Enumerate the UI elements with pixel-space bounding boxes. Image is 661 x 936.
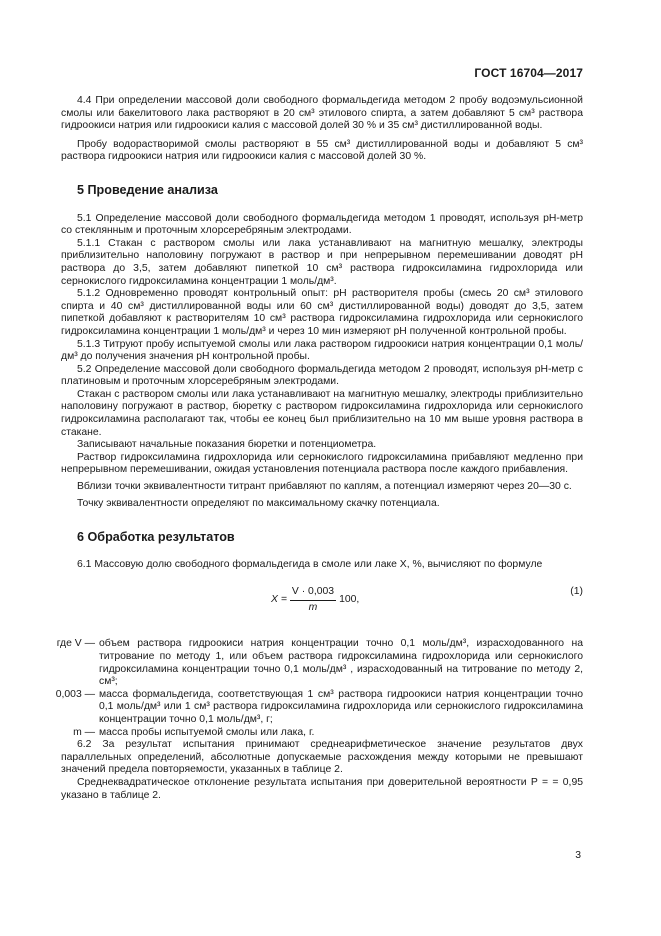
paragraph-6-1: 6.1 Массовую долю свободного формальдегида в смоле или лаке X, %, вычисляют по формуле [77, 558, 543, 570]
definition-label: где V — [56, 638, 95, 650]
formula-rhs: 100, [339, 594, 360, 606]
page-content [55, 95, 583, 802]
paragraph-4-4-b: Пробу водорастворимой смолы растворяют в 55 см³ дистиллированной воды и добавляют 5 см³ раствора гидроокиси натрия или гидроокиси калия с массовой долей 30 %. [61, 138, 583, 163]
paragraph-5-2-f: Точку эквивалентности определяют по максимальному скачку потенциала. [77, 497, 440, 509]
definition-label: m — [73, 726, 95, 738]
paragraph-5-2-c: Записывают начальные показания бюретки и потенциометра. [77, 439, 377, 451]
definition-text: масса пробы испытуемой смолы или лака, г. [99, 726, 315, 738]
definition-v [47, 638, 583, 688]
paragraph-5-1-3: 5.1.3 Титруют пробу испытуемой смолы или лака раствором гидроокиси натрия концентрации 0,1 моль/дм³ до получения значения pH контрольной пробы. [61, 338, 583, 363]
section-5-title: 5 Проведение анализа [77, 182, 218, 197]
paragraph-6-2: 6.2 За результат испытания принимают среднеарифметическое значение результатов двух параллельных определений, абсолютные допускаемые расхождения между которыми не превышают значений предела повторяемости, указанных в таблице 2. [61, 739, 583, 776]
paragraph-5-2-b: Стакан с раствором смолы или лака устанавливают на магнитную мешалку, электроды приблизительно наполовину погружают в раствор, бюретку с раствором гидроксиламина гидрохлорида или сернокислого гидроксиламина располагают так, чтобы ее конец был приблизительно на 10 мм выше уровня раствора в стакане. [61, 388, 583, 438]
paragraph-5-1-2: 5.1.2 Одновременно проводят контрольный опыт: pH растворителя пробы (смесь 20 см³ этилового спирта и 40 см³ дистиллированной воды или 60 см³ дистиллированной воды) доводят до 3,5, затем пипеткой добавляют к растворителям 10 см³ раствора гидроксиламина гидрохлорида или сернокислого гидроксиламина концентрации 1 моль/дм³ и через 10 мин измеряют pH полученной контрольной пробы. [61, 288, 583, 337]
page-number: 3 [575, 850, 581, 861]
definition-label: 0,003 — [55, 688, 95, 700]
paragraph-5-2-d: Раствор гидроксиламина гидрохлорида или сернокислого гидроксиламина прибавляют медленно при непрерывном перемешивании, ожидая установления потенциала раствора после каждого прибавления. [61, 451, 583, 476]
standard-header: ГОСТ 16704—2017 [474, 66, 583, 80]
paragraph-4-4: 4.4 При определении массовой доли свободного формальдегида методом 2 пробу водоэмульсионной смолы или бакелитового лака растворяют в 20 см³ этилового спирта, а затем добавляют 5 см³ раствора гидроокиси натрия или гидроокиси калия с массовой долей 30 % и 35 см³ дистиллированной воды. [61, 95, 583, 132]
formula-definitions [55, 638, 583, 739]
paragraph-5-2-e: Вблизи точки эквивалентности титрант прибавляют по каплям, а потенциал измеряют через 20—30 с. [77, 481, 572, 493]
paragraph-5-2: 5.2 Определение массовой доли свободного формальдегида методом 2 проводят, используя pH-метр с платиновым и проточным хлорсеребряным электродами. [61, 363, 583, 388]
paragraph-5-1-1: 5.1.1 Стакан с раствором смолы или лака устанавливают на магнитную мешалку, электроды приблизительно наполовину погружают в раствор и при непрерывном перемешивании доводят pH раствора до 3,5, затем добавляют пипеткой 10 см³ раствора гидроксиламина гидрохлорида или сернокислого гидроксиламина концентрации 1 моль/дм³. [61, 237, 583, 287]
formula-expression [271, 586, 359, 614]
definition-text: масса формальдегида, соответствующая 1 см³ раствора гидроокиси натрия концентрации точно 0,1 моль/дм³ или 1 см³ раствора гидроксиламина гидрохлорида или сернокислого гидроксиламина концентрации точно 0,1 моль/дм³, г; [99, 688, 583, 725]
formula-fraction [290, 586, 336, 614]
formula-denominator: m [308, 602, 318, 613]
paragraph-5-1: 5.1 Определение массовой доли свободного формальдегида методом 1 проводят, используя pH-метр со стеклянным и проточным хлорсеребряным электродами. [61, 212, 583, 237]
formula-lhs: X = [271, 594, 287, 606]
formula-numerator: V · 0,003 [290, 586, 336, 601]
definition-0003 [47, 689, 583, 727]
formula-number: (1) [570, 586, 583, 598]
section-6-title: 6 Обработка результатов [77, 530, 235, 545]
paragraph-6-2-b: Среднеквадратическое отклонение результата испытания при доверительной вероятности P = = 0,95 указано в таблице 2. [61, 776, 583, 801]
formula-1 [61, 584, 583, 618]
definition-m [47, 727, 583, 740]
definition-text: объем раствора гидроокиси натрия концентрации точно 0,1 моль/дм³, израсходованного на титрование по методу 1, или объем раствора гидроксиламина гидрохлорида или сернокислого гидроксиламина концентрации точно 0,1 моль/дм³ , израсходованный на титрование по методу 2, см³; [99, 638, 583, 688]
